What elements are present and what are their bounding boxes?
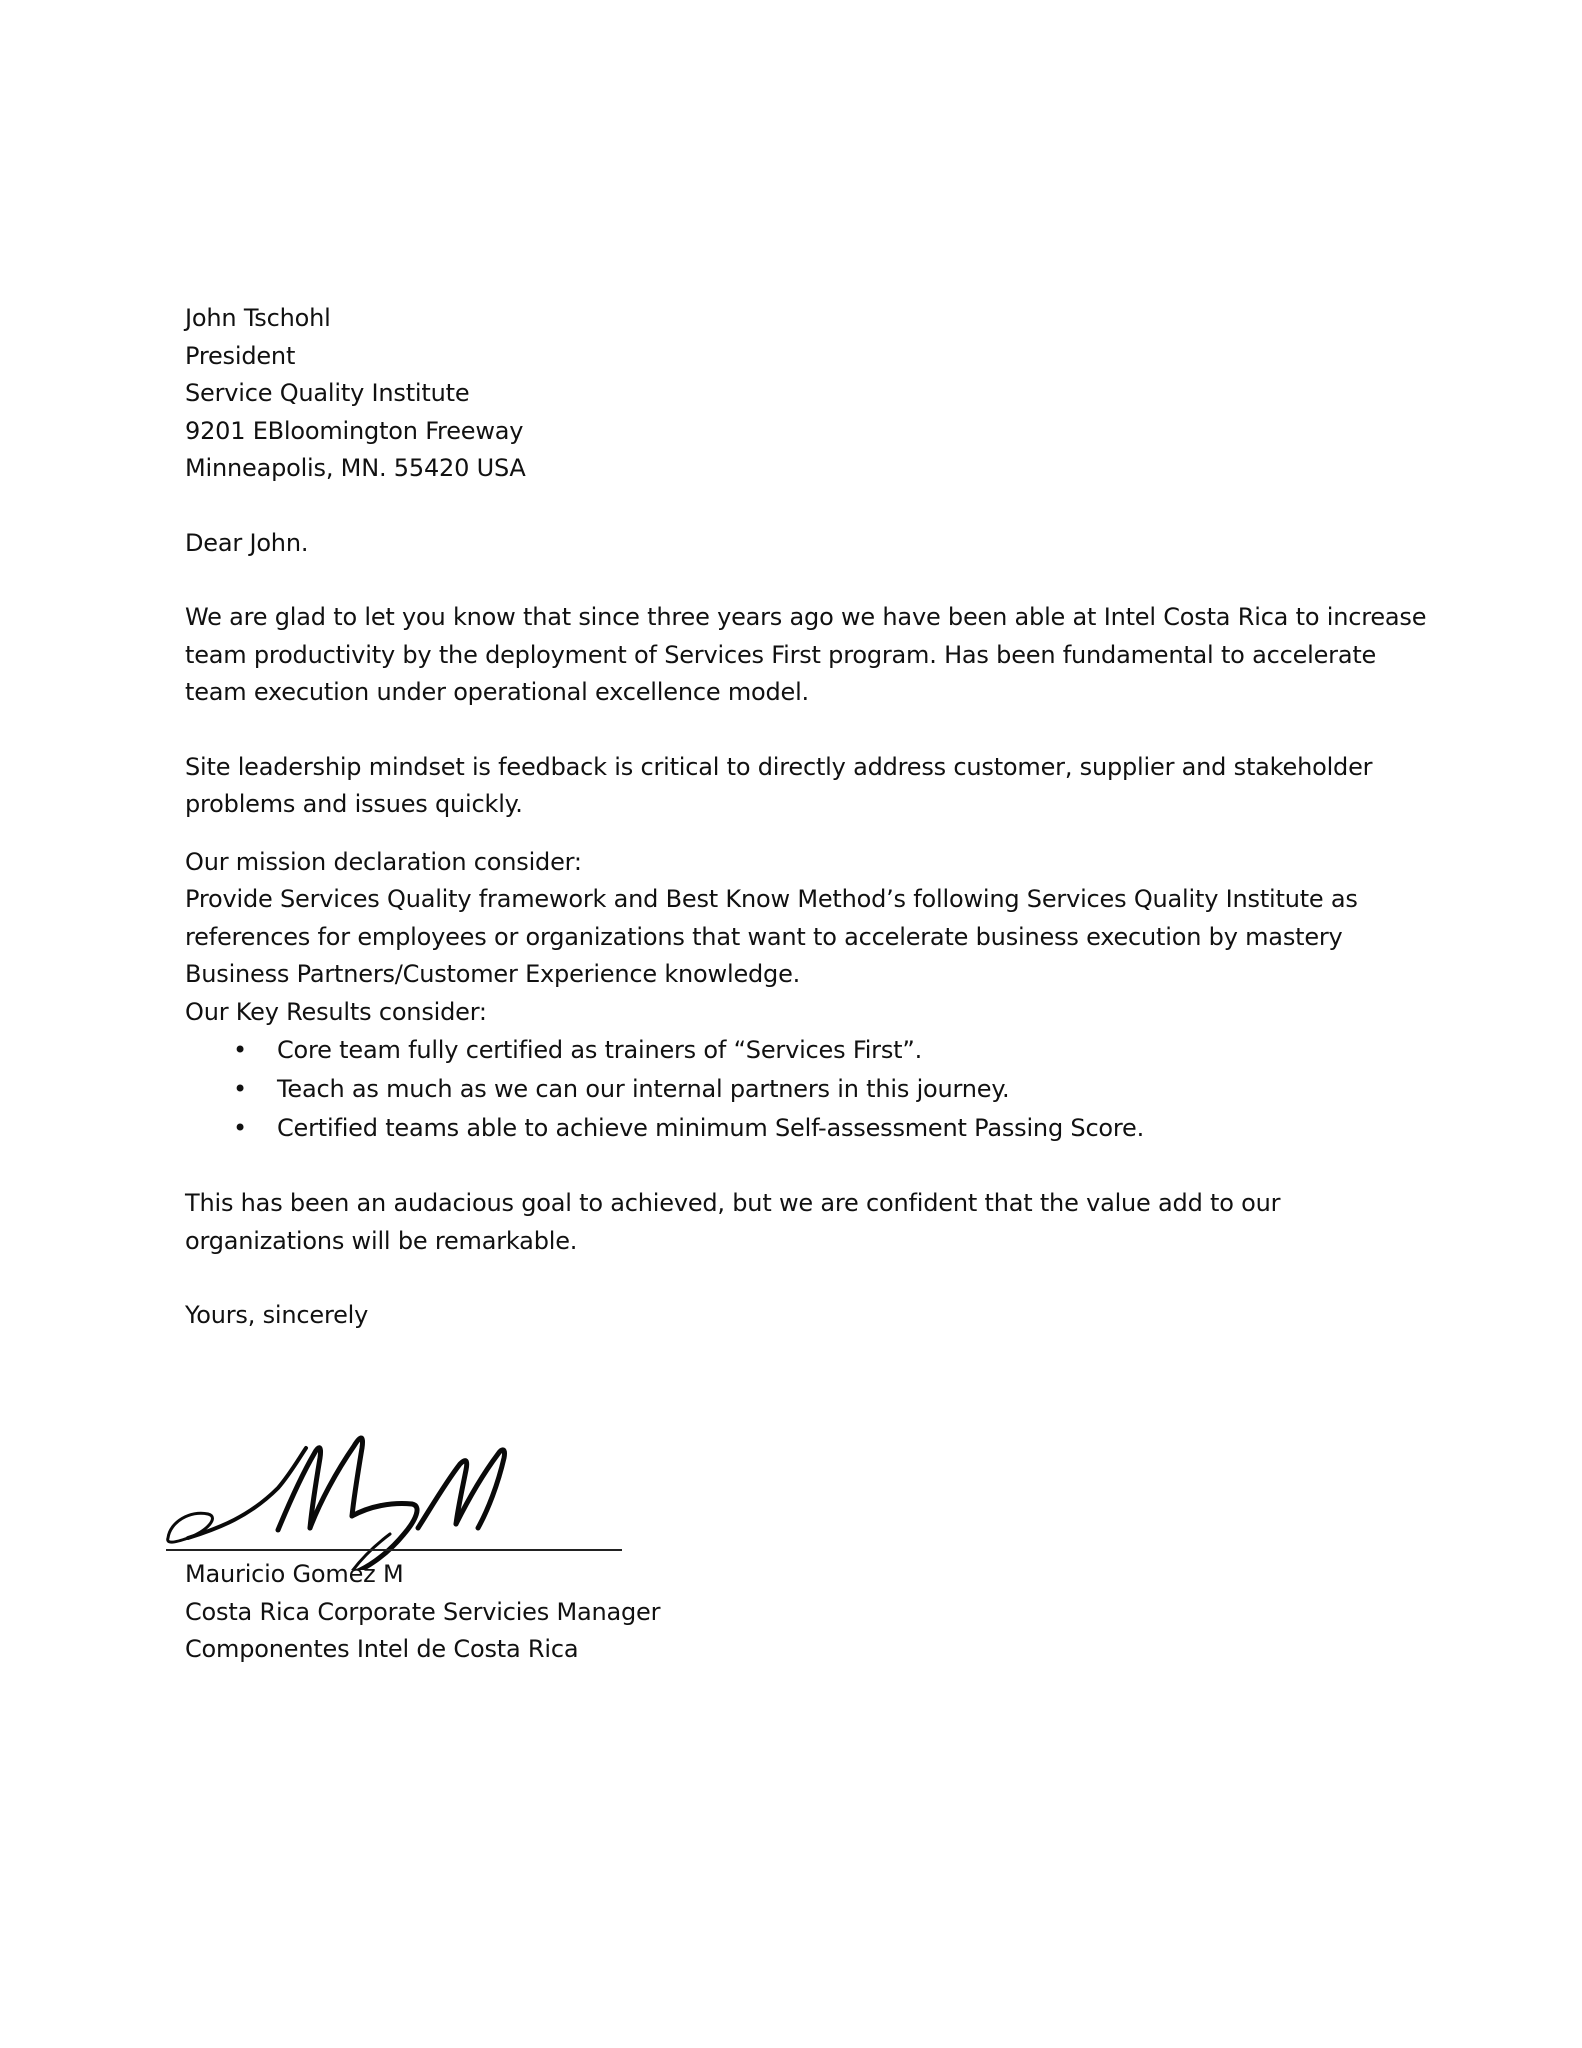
paragraph-intro-line: We are glad to let you know that since three years ago we have been able at Intel Costa Rica to increase (185, 603, 1427, 631)
paragraph-intro (185, 599, 1427, 712)
paragraph-leadership (185, 749, 1415, 824)
paragraph-closing (185, 1185, 1415, 1260)
signer-title: Costa Rica Corporate Servicies Manager (185, 1597, 661, 1626)
recipient-organization: Service Quality Institute (185, 379, 470, 407)
list-item (185, 1070, 1415, 1109)
mission-line: Provide Services Quality framework and Best Know Method’s following Services Quality Institute as (185, 885, 1358, 913)
paragraph-intro-line: team productivity by the deployment of Services First program. Has been fundamental to accelerate (185, 640, 1377, 669)
paragraph-closing-line: This has been an audacious goal to achieved, but we are confident that the value add to our (185, 1189, 1281, 1217)
paragraph-leadership-line: Site leadership mindset is feedback is critical to directly address customer, supplier and stakeholder (185, 752, 1373, 781)
mission-heading: Our mission declaration consider: (185, 847, 582, 876)
recipient-address-line2: Minneapolis, MN. 55420 USA (185, 454, 526, 482)
signer-company: Componentes Intel de Costa Rica (185, 1635, 579, 1663)
list-item (185, 1031, 1415, 1070)
bullet-icon: • (233, 1075, 247, 1103)
signature-line (166, 1549, 622, 1551)
key-results-list (185, 1031, 1415, 1148)
signer-name: Mauricio Gomez M (185, 1560, 404, 1588)
recipient-name: John Tschohl (185, 304, 331, 332)
key-results-section (185, 994, 1415, 1149)
recipient-address-line1: 9201 EBloomington Freeway (185, 416, 524, 445)
bullet-icon: • (233, 1114, 247, 1142)
handwritten-signature (160, 1410, 630, 1570)
paragraph-closing-line: organizations will be remarkable. (185, 1226, 578, 1255)
mission-section (185, 844, 1415, 994)
paragraph-leadership-line: problems and issues quickly. (185, 790, 523, 818)
letter-body (185, 300, 1427, 1335)
salutation: Dear John. (185, 528, 309, 557)
signer-block (185, 1556, 660, 1669)
mission-line: references for employees or organizations that want to accelerate business execution by mastery (185, 922, 1343, 951)
valediction: Yours, sincerely (185, 1301, 369, 1329)
paragraph-intro-line: team execution under operational excellence model. (185, 678, 809, 706)
list-item (185, 1109, 1415, 1148)
list-item-text: Certified teams able to achieve minimum Self-assessment Passing Score. (277, 1114, 1145, 1142)
key-results-heading: Our Key Results consider: (185, 997, 487, 1026)
recipient-block (185, 300, 1415, 488)
list-item-text: Core team fully certified as trainers of “Services First”. (277, 1036, 923, 1064)
recipient-title: President (185, 341, 296, 370)
list-item-text: Teach as much as we can our internal partners in this journey. (277, 1075, 1010, 1103)
mission-line: Business Partners/Customer Experience knowledge. (185, 960, 801, 988)
bullet-icon: • (233, 1036, 247, 1064)
